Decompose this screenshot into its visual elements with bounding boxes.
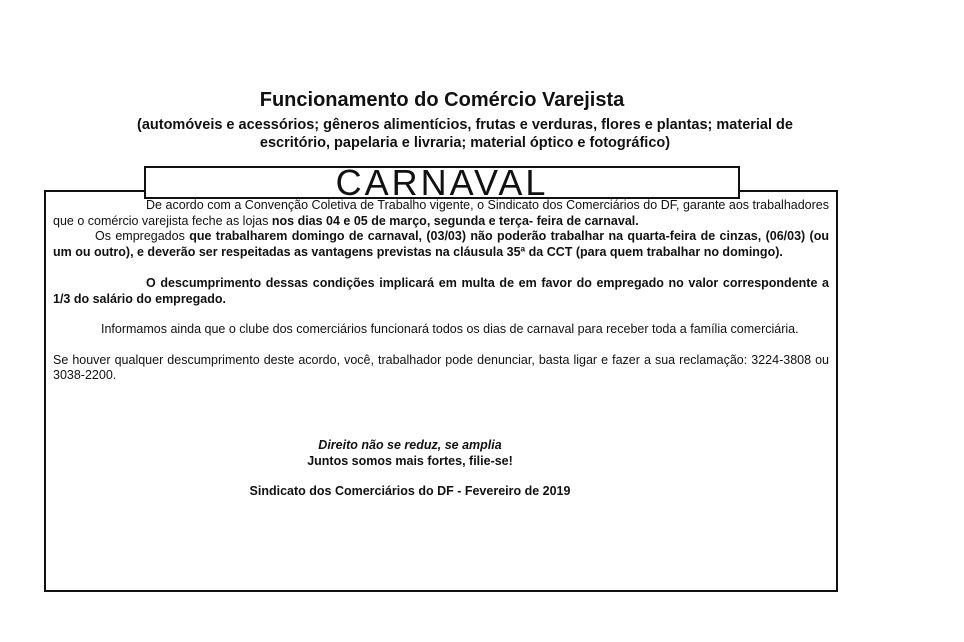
subtitle-line-1: (automóveis e acessórios; gêneros alimentícios, frutas e verduras, flores e plantas; material de [137,117,793,133]
agreement-text: De acordo com a Convenção Coletiva de Trabalho vigente, o Sindicato dos Comerciários do DF, garante aos trabalhadores que o comércio varejista feche as lojas [53,198,829,228]
slogan-join: Juntos somos mais fortes, filie-se! [307,454,513,468]
paragraph-agreement [53,198,829,229]
carnaval-banner: CARNAVAL [144,166,740,199]
paragraph-penalty [53,276,829,307]
sunday-workers-lead: Os empregados [95,229,190,243]
penalty-text: O descumprimento dessas condições implicará em multa de em favor do empregado no valor correspondente a 1/3 do salário do empregado. [53,276,829,306]
sunday-workers-rule: que trabalharem domingo de carnaval, (03/03) não poderão trabalhar na quarta-feira de cinzas, (06/03) (ou um ou outro), e deverão ser respeitadas as vantagens previstas na cláusula 35ª da CCT (para quem trabalhar no domingo). [53,229,829,259]
paragraph-sunday-workers [53,229,829,260]
signature: Sindicato dos Comerciários do DF - Fevereiro de 2019 [249,484,571,498]
paragraph-club: Informamos ainda que o clube dos comerciários funcionará todos os dias de carnaval para receber toda a família comerciária. [101,322,799,336]
page-title: Funcionamento do Comércio Varejista [259,89,625,111]
closing-block [45,437,775,499]
page-subtitle [100,116,830,152]
notice-body [53,198,829,384]
subtitle-line-2: escritório, papelaria e livraria; material óptico e fotográfico) [259,135,671,151]
agreement-dates: nos dias 04 e 05 de março, segunda e terça- feira de carnaval. [271,213,639,228]
paragraph-complaint: Se houver qualquer descumprimento deste acordo, você, trabalhador pode denunciar, basta ligar e fazer a sua reclamação: 3224-3808 ou 3038-2200. [53,352,829,382]
slogan-rights: Direito não se reduz, se amplia [318,438,502,452]
